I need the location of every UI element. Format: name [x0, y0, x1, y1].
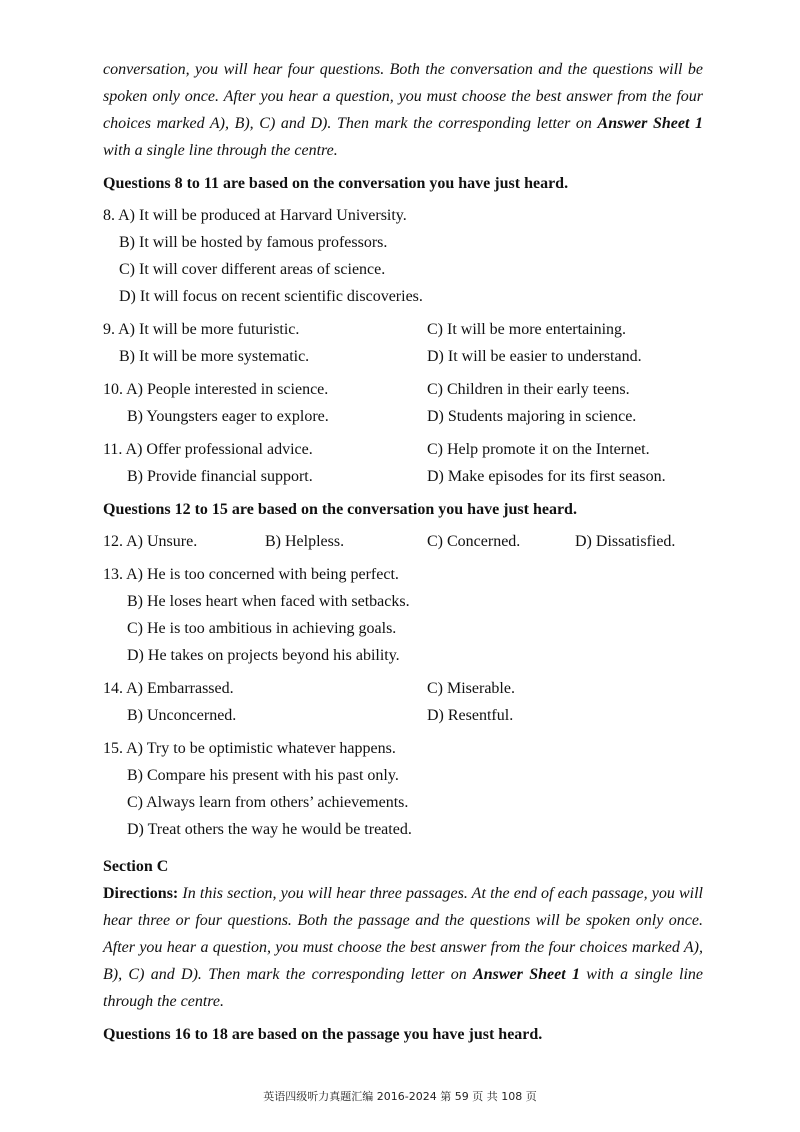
- directions-text-end: with a single line through the centre.: [103, 966, 703, 1010]
- option-c: C) He is too ambitious in achieving goals.: [127, 620, 397, 637]
- exam-page: [103, 56, 703, 1047]
- answer-sheet-ref: Answer Sheet 1: [597, 115, 703, 132]
- option-c: C) Concerned.: [427, 533, 521, 550]
- option-a: 14. A) Embarrassed.: [103, 680, 234, 697]
- question-group-heading: Questions 8 to 11 are based on the conversation you have just heard.: [103, 175, 569, 192]
- section-c-title: Section C: [103, 858, 169, 875]
- option-d: D) Dissatisfied.: [575, 533, 676, 550]
- option-b: B) Provide financial support.: [127, 468, 313, 485]
- question-15: [103, 735, 703, 843]
- directions-text: In this section, you will hear three passages. At the end of each passage, you will hear three or four questions. Both the passage and the questions will be spoken only once. After you hear a question, you must choose the best answer from the four choices marked A), B), C) and D). Then mark the corresponding letter on: [103, 885, 703, 983]
- option-b: B) Youngsters eager to explore.: [127, 408, 329, 425]
- option-a: 9. A) It will be more futuristic.: [103, 321, 300, 338]
- option-b: B) Helpless.: [265, 533, 345, 550]
- question-13: [103, 561, 703, 669]
- option-a: 12. A) Unsure.: [103, 533, 198, 550]
- option-d: D) It will be easier to understand.: [427, 348, 642, 365]
- answer-sheet-ref: Answer Sheet 1: [473, 966, 580, 983]
- option-d: D) Students majoring in science.: [427, 408, 637, 425]
- question-14: [103, 675, 703, 729]
- question-9: [103, 316, 703, 370]
- question-group-heading: Questions 12 to 15 are based on the conversation you have just heard.: [103, 501, 577, 518]
- option-c: C) It will cover different areas of science.: [119, 261, 386, 278]
- option-c: C) Children in their early teens.: [427, 381, 630, 398]
- section-c-directions: [103, 880, 703, 1015]
- option-b: B) He loses heart when faced with setbacks.: [127, 593, 410, 610]
- option-a: 8. A) It will be produced at Harvard University.: [103, 207, 407, 224]
- option-b: B) It will be hosted by famous professors.: [119, 234, 388, 251]
- directions-label: Directions:: [103, 885, 179, 902]
- question-11: [103, 436, 703, 490]
- option-d: D) Make episodes for its first season.: [427, 468, 666, 485]
- option-b: B) It will be more systematic.: [119, 348, 310, 365]
- instructions-text: conversation, you will hear four questions. Both the conversation and the questions will be spoken only once. After you hear a question, you must choose the best answer from the four choices marked A), B), C) and D). Then mark the corresponding letter on: [103, 61, 703, 132]
- option-c: C) Always learn from others’ achievements.: [127, 794, 409, 811]
- option-c: C) It will be more entertaining.: [427, 321, 627, 338]
- question-12: [103, 528, 703, 555]
- option-c: C) Help promote it on the Internet.: [427, 441, 650, 458]
- question-group-heading: Questions 16 to 18 are based on the passage you have just heard.: [103, 1026, 543, 1043]
- option-d: D) Resentful.: [427, 707, 514, 724]
- option-b: B) Compare his present with his past only.: [127, 767, 399, 784]
- option-d: D) It will focus on recent scientific discoveries.: [119, 288, 423, 305]
- option-a: 15. A) Try to be optimistic whatever happens.: [103, 740, 396, 757]
- instructions-paragraph: [103, 56, 703, 164]
- option-d: D) He takes on projects beyond his ability.: [127, 647, 400, 664]
- option-a: 13. A) He is too concerned with being perfect.: [103, 566, 399, 583]
- option-d: D) Treat others the way he would be treated.: [127, 821, 412, 838]
- option-a: 11. A) Offer professional advice.: [103, 441, 313, 458]
- option-c: C) Miserable.: [427, 680, 515, 697]
- option-b: B) Unconcerned.: [127, 707, 237, 724]
- question-10: [103, 376, 703, 430]
- question-8: [103, 202, 703, 310]
- instructions-text-end: with a single line through the centre.: [103, 142, 338, 159]
- option-a: 10. A) People interested in science.: [103, 381, 329, 398]
- page-footer: 英语四级听力真题汇编 2016-2024 第 59 页 共 108 页: [263, 1090, 537, 1103]
